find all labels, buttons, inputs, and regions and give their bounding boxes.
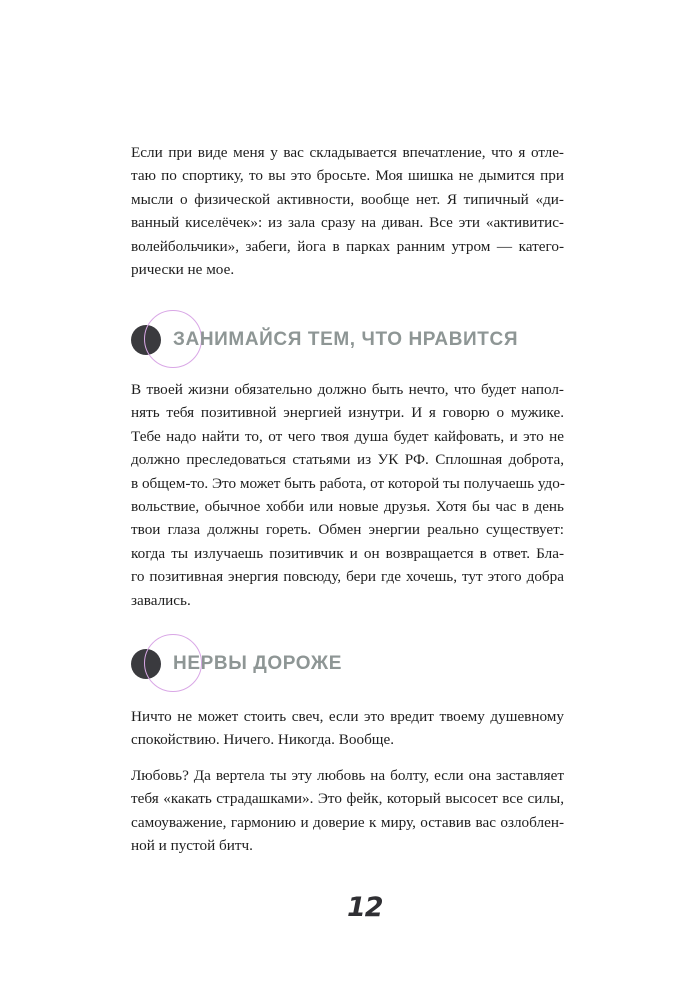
text-line: таю по спортику, то вы это бросьте. Моя шишка не дымится при bbox=[131, 167, 564, 185]
text-line: спокойствию. Ничего. Никогда. Вообще. bbox=[131, 731, 395, 749]
text-line: Любовь? Да вертела ты эту любовь на болту, если она заставляет bbox=[131, 767, 564, 784]
text-line: должно преследоваться статьями из УК РФ. Сплошная доброта, bbox=[131, 451, 564, 469]
text-line: волейбольчики», забеги, йога в парках ранним утром — катего- bbox=[131, 237, 564, 255]
section-title: ЗАНИМАЙСЯ ТЕМ, ЧТО НРАВИТСЯ bbox=[173, 329, 519, 350]
text-line: мысли о физической активности, вообще нет. Я типичный «ди- bbox=[131, 190, 564, 208]
paragraph-intro bbox=[131, 141, 564, 281]
text-line: тебя «какать страдашками». Это фейк, который высосет все силы, bbox=[131, 790, 564, 808]
paragraph-nerves bbox=[131, 705, 564, 752]
text-line: В твоей жизни обязательно должно быть нечто, что будет напол- bbox=[131, 381, 564, 398]
text-line: в общем-то. Это может быть работа, от которой ты получаешь удо- bbox=[131, 474, 565, 492]
text-line: когда ты излучаешь позитивчик и он возвращается в ответ. Бла- bbox=[131, 544, 564, 562]
paragraph-love bbox=[131, 764, 564, 858]
text-line: Ничто не может стоить свеч, если это вредит твоему душевному bbox=[131, 708, 564, 725]
text-line: ванный киселёчек»: из зала сразу на диван. Все эти «активитис- bbox=[131, 214, 564, 232]
text-line: Тебе надо найти то, от чего твоя душа будет кайфовать, и это не bbox=[131, 427, 564, 445]
section-title: НЕРВЫ ДОРОЖЕ bbox=[173, 653, 342, 674]
text-line: ной и пустой битч. bbox=[131, 837, 253, 855]
text-line: рически не мое. bbox=[131, 261, 235, 279]
section-heading-2 bbox=[128, 624, 608, 704]
page-number: 12 bbox=[347, 892, 383, 923]
section-heading-1 bbox=[128, 300, 608, 380]
text-line: Если при виде меня у вас складывается впечатление, что я отле- bbox=[131, 144, 564, 161]
text-line: завались. bbox=[131, 591, 191, 609]
text-line: твои глаза должны гореть. Обмен энергии реально существует: bbox=[131, 521, 564, 539]
text-line: вольствие, обычное хобби или новые друзья. Хотя бы час в день bbox=[131, 498, 564, 516]
text-line: самоуважение, гармонию и доверие к миру, оставив вас озлоблен- bbox=[131, 813, 564, 831]
paragraph-do-what-you-like bbox=[131, 378, 564, 612]
text-line: го позитивная энергия повсюду, бери где хочешь, тут этого добра bbox=[131, 568, 564, 586]
text-line: нять тебя позитивной энергией изнутри. И я говорю о мужике. bbox=[131, 404, 564, 422]
